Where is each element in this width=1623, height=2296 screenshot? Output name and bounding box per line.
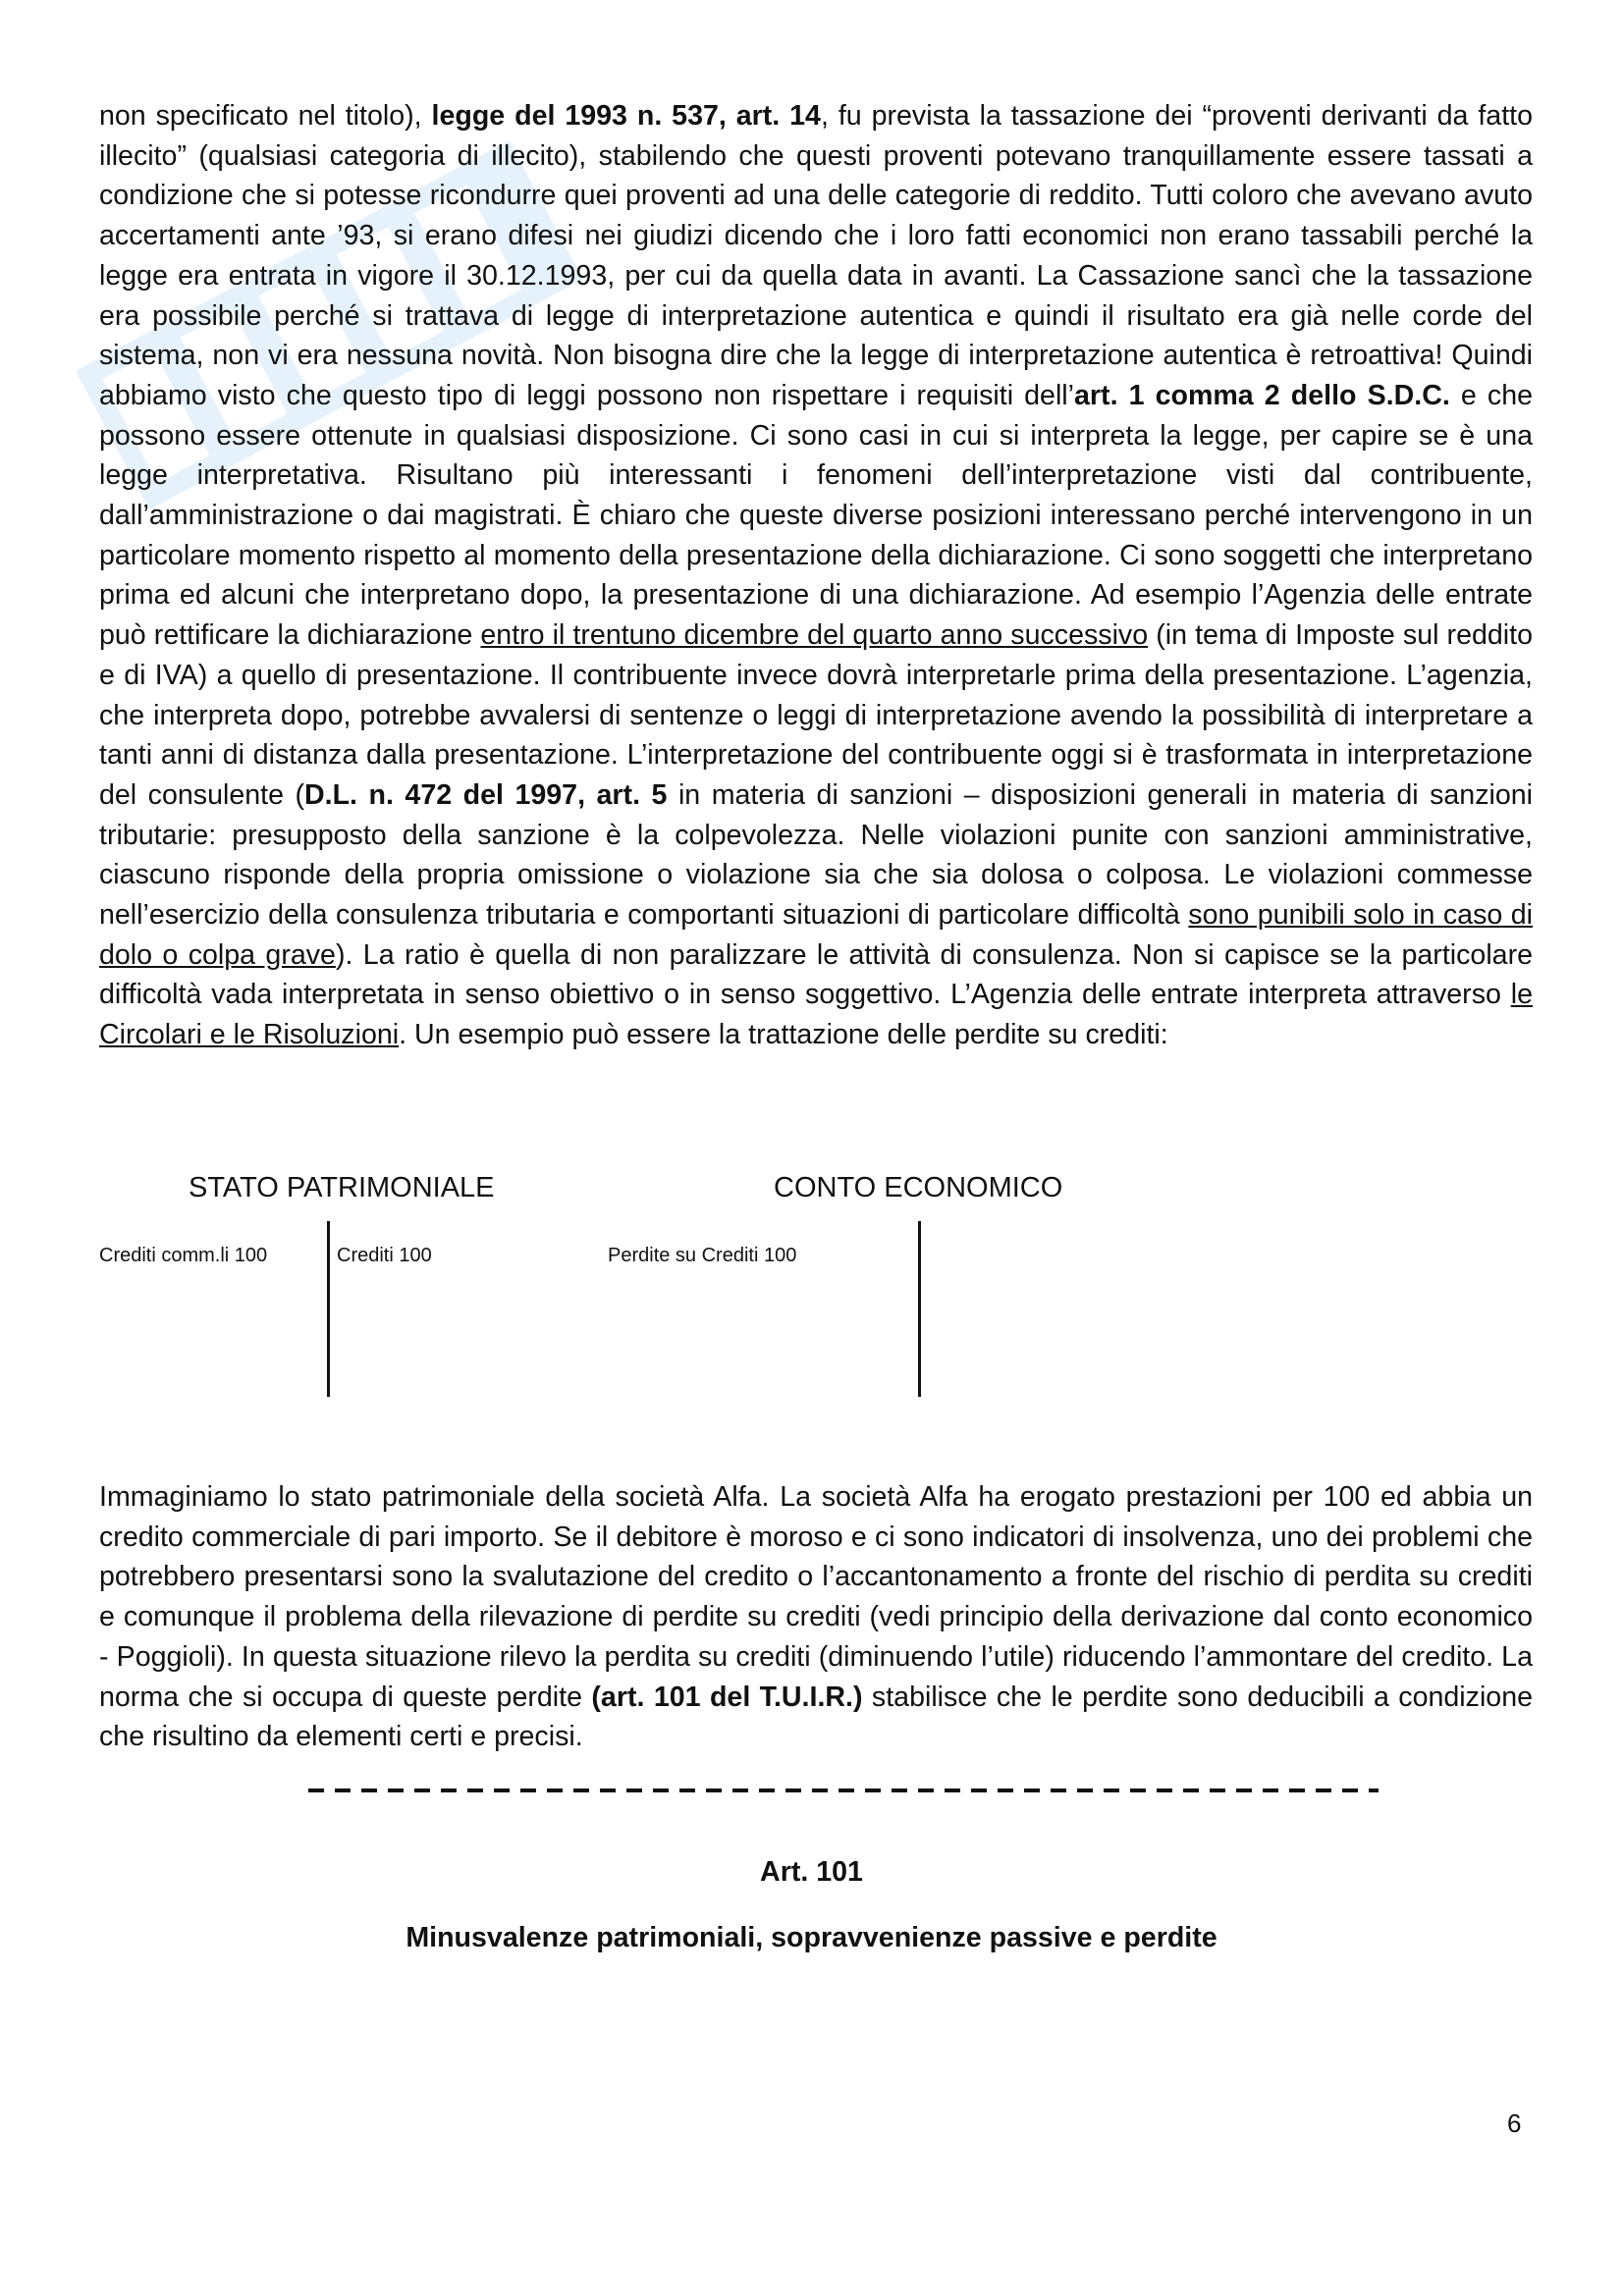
text-run: (in tema di Imposte sul reddito e di IVA) a quello di presentazione. Il contribuente invece dovrà interpretarle prima della presentazione. L’agenzia, che interpreta dopo, potrebbe avvalersi di sentenze o leggi di interpretazione avendo la possibilità di interpretare a tanti anni di distanza dalla presentazione. L’interpretazione del contribuente oggi si è trasformata in interpretazione del consulente ( bbox=[99, 619, 1533, 811]
conto-economico-title: CONTO ECONOMICO bbox=[774, 1172, 1063, 1203]
underlined-text: sono punibili solo in caso di dolo o colpa grave bbox=[99, 899, 1534, 971]
text-run: Immaginiamo lo stato patrimoniale della società Alfa. La società Alfa ha erogato prestazioni per 100 ed abbia un credito commerciale di pari importo. Se il debitore è moroso e ci sono indicatori di insolvenza, uno dei problemi che potrebbero presentarsi sono la svalutazione del credito o l’accantonamento a fronte del rischio di perdita su crediti e comunque il problema della rilevazione di perdite su crediti (vedi principio della derivazione dal conto economico - Poggioli). In questa situazione rilevo la perdita su crediti (diminuendo l’utile) riducendo l’ammontare del credito. La norma che si occupa di queste perdite bbox=[99, 1481, 1533, 1713]
stato-right-entry: Crediti 100 bbox=[337, 1245, 432, 1266]
article-number: Art. 101 bbox=[760, 1856, 863, 1888]
conto-left-entry: Perdite su Crediti 100 bbox=[608, 1245, 797, 1266]
underlined-text: le Circolari e le Risoluzioni bbox=[99, 979, 1533, 1051]
stato-patrimoniale-title: STATO PATRIMONIALE bbox=[189, 1172, 495, 1203]
text-run: ). La ratio è quella di non paralizzare le attività di consulenza. Non si capisce se la particolare difficoltà vada interpretata in senso obiettivo o in senso soggettivo. L’Agenzia delle entrate interpreta attraverso bbox=[99, 938, 1533, 1011]
text-run: , fu prevista la tassazione dei “proventi derivanti da fatto illecito” (qualsiasi categoria di illecito), stabilendo che questi proventi potevano tranquillamente essere tassati a condizione che si potesse ricondurre quei proventi ad una delle categorie di reddito. Tutti coloro che avevano avuto accertamenti ante ’93, si erano difesi nei giudizi dicendo che i loro fatti economici non erano tassabili perché la legge era entrata in vigore il 30.12.1993, per cui da quella data in avanti. La Cassazione sancì che la tassazione era possibile perché si trattava di legge di interpretazione autentica e quindi il risultato era già nelle corde del sistema, non vi era nessuna novità. Non bisogna dire che la legge di interpretazione autentica è retroattiva! Quindi abbiamo visto che questo tipo di leggi possono non rispettare i requisiti dell’ bbox=[99, 100, 1534, 411]
text-run: in materia di sanzioni – disposizioni generali in materia di sanzioni tributarie: presupposto della sanzione è la colpevolezza. Nelle violazioni punite con sanzioni amministrative, ciascuno risponde della propria omissione o violazione sia che sia dolosa o colposa. Le violazioni commesse nell’esercizio della consulenza tributaria e comportanti situazioni di particolare difficoltà bbox=[99, 778, 1533, 932]
stato-t-divider bbox=[327, 1221, 330, 1397]
text-run: stabilisce che le perdite sono deducibili a condizione che risultino da elementi certi e precisi. bbox=[99, 1681, 1534, 1753]
article-title: Minusvalenze patrimoniali, sopravvenienze passive e perdite bbox=[406, 1922, 1217, 1953]
text-run: non specificato nel titolo), bbox=[99, 100, 432, 132]
underlined-text: entro il trentuno dicembre del quarto anno successivo bbox=[480, 619, 1149, 652]
law-reference: legge del 1993 n. 537, art. 14 bbox=[431, 100, 821, 132]
dashed-separator bbox=[308, 1789, 1379, 1792]
text-run: e che possono essere ottenute in qualsiasi disposizione. Ci sono casi in cui si interpreta la legge, per capire se è una legge interpretativa. Risultano più interessanti i fenomeni dell’interpretazione visti dal contribuente, dall’amministrazione o dai magistrati. È chiaro che queste diverse posizioni interessano perché intervengono in un particolare momento rispetto al momento della presentazione della dichiarazione. Ci sono soggetti che interpretano prima ed alcuni che interpretano dopo, la presentazione di una dichiarazione. Ad esempio l’Agenzia delle entrate può rettificare la dichiarazione bbox=[99, 379, 1533, 652]
conto-t-divider bbox=[918, 1221, 921, 1397]
law-reference: D.L. n. 472 del 1997, art. 5 bbox=[304, 778, 668, 811]
body-paragraph-1 bbox=[99, 96, 1533, 1055]
law-reference: art. 1 comma 2 dello S.D.C. bbox=[1074, 379, 1450, 411]
page-number: 6 bbox=[1507, 2109, 1522, 2138]
text-run: . Un esempio può essere la trattazione delle perdite su crediti: bbox=[399, 1019, 1168, 1051]
body-paragraph-2 bbox=[99, 1477, 1533, 1757]
law-reference: (art. 101 del T.U.I.R.) bbox=[591, 1681, 863, 1713]
stato-left-entry: Crediti comm.li 100 bbox=[99, 1245, 268, 1266]
